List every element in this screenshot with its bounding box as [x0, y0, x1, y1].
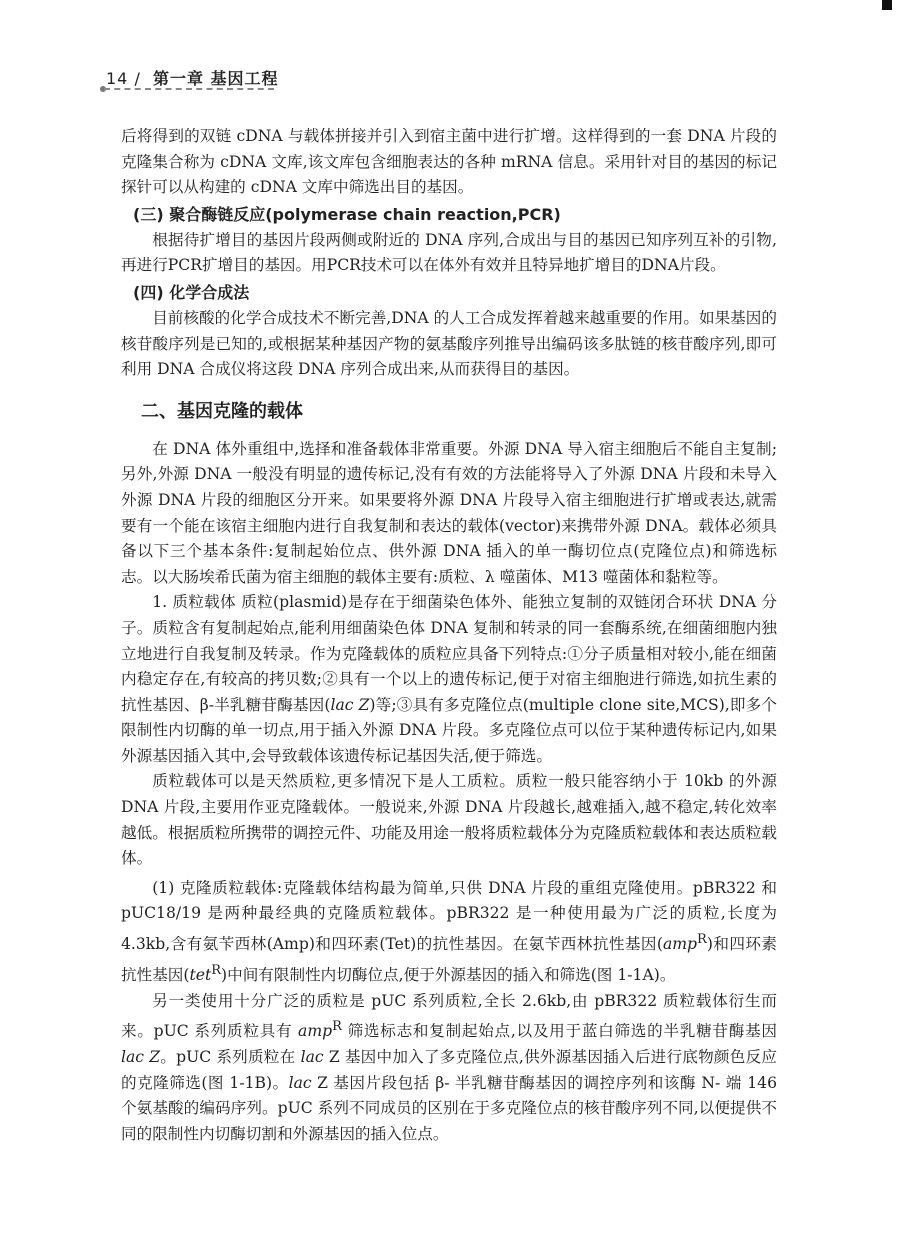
text-segment: 另一类使用十分广泛的质粒是 pUC 系列质粒,全长 2.6kb,由 pBR322 质粒载体衍生而来。pUC 系列质粒具有 [121, 991, 777, 1041]
superscript-r: R [697, 932, 707, 948]
paragraph-cdna-library: 后将得到的双链 cDNA 与载体拼接并引入到宿主菌中进行扩增。这样得到的一套 DNA 片段的克隆集合称为 cDNA 文库,该文库包含细胞表达的各种 mRNA 信息。采用针对目的基因的标记探针可以从构建的 cDNA 文库中筛选出目的基因。 [121, 127, 777, 197]
text-segment: 。pUC 系列质粒在 [160, 1047, 301, 1066]
page-number: 14 [106, 69, 129, 88]
subheading-chemical-synthesis: (四) 化学合成法 [133, 282, 250, 302]
paragraph-pcr: 根据待扩增目的基因片段两侧或附近的 DNA 序列,合成出与目的基因已知序列互补的引物,再进行PCR扩增目的基因。用PCR技术可以在体外有效并且特异地扩增目的DNA片段。 [121, 230, 777, 275]
gene-name-tet: tet [189, 966, 212, 984]
corner-mark [882, 0, 892, 10]
text-segment: Z 基因片段包括 β- 半乳糖苷酶基因的调控序列和该酶 N- 端 146 个氨基酸的编码序列。pUC 系列不同成员的区别在于多克隆位点的核苷酸序列不同,以便提供不同的限制性内切酶切割和外源基因的插入位点。 [121, 1073, 777, 1143]
gene-name-lac: lac [288, 1073, 312, 1092]
text-segment: )等;③具有多克隆位点(multiple clone site,MCS),即多个限制性内切酶的单一切点,用于插入外源 DNA 片段。多克隆位点可以位于某种遗传标记内,如果外源基因插入其中,会导致载体该遗传标记基因失活,便于筛选。 [121, 695, 778, 765]
header-rule [104, 88, 274, 90]
text-segment: Z 基因中加入了多克隆位点,供外源基因插入后进行底物颜色反应的克隆筛选(图 1-1B)。 [121, 1047, 777, 1092]
header-separator: / [134, 69, 141, 88]
paragraph-chemical-synthesis: 目前核酸的化学合成技术不断完善,DNA 的人工合成发挥着越来越重要的作用。如果基因的核苷酸序列是已知的,或根据某种基因产物的氨基酸序列推导出编码该多肽链的核苷酸序列,即可利用 DNA 合成仪将这段 DNA 序列合成出来,从而获得目的基因。 [121, 308, 777, 379]
text-segment: (1) 克隆质粒载体:克隆载体结构最为简单,只供 DNA 片段的重组克隆使用。pBR322 和 pUC18/19 是两种最经典的克隆质粒载体。pBR322 是一种使用最为广泛的质粒,长度为 4.3kb,含有氨苄西林(Amp)和四环素(Tet)的抗性基因。在氨苄西林抗性基因( [121, 878, 777, 954]
text-segment: 筛选标志和复制起始点,以及用于蓝白筛选的半乳糖苷酶基因 [341, 1022, 777, 1041]
text-segment: )中间有限制性内切酶位点,便于外源基因的插入和筛选(图 1-1A)。 [221, 966, 676, 984]
paragraph-cloning-plasmid [121, 876, 777, 989]
gene-name-lac: lac [300, 1047, 324, 1066]
superscript-r: R [332, 1019, 342, 1035]
gene-name-amp: amp [662, 935, 698, 954]
running-header [106, 66, 796, 89]
gene-name-amp: amp [298, 1022, 333, 1041]
text-segment: 1. 质粒载体 质粒(plasmid)是存在于细菌染色体外、能独立复制的双链闭合环状 DNA 分子。质粒含有复制起始点,能利用细菌染色体 DNA 复制和转录的同一套酶系统,在细菌细胞内独立地进行自我复制及转录。作为克隆载体的质粒应具备下列特点:①分子质量相对较小,能在细菌内稳定存在,有较高的拷贝数;②具有一个以上的遗传标记,便于对宿主细胞进行筛选,如抗生素的抗性基因、β-半乳糖苷酶基因( [121, 593, 777, 714]
paragraph-plasmid-vector [121, 590, 777, 769]
section-heading-vectors: 二、基因克隆的载体 [141, 400, 303, 422]
text-segment: )和四环素抗性基因( [121, 935, 777, 984]
gene-name-lacz: lac Z [330, 695, 370, 714]
paragraph-plasmid-types: 质粒载体可以是天然质粒,更多情况下是人工质粒。质粒一般只能容纳小于 10kb 的外源 DNA 片段,主要用作亚克隆载体。一般说来,外源 DNA 片段越长,越难插入,越不稳定,转化效率越低。根据质粒所携带的调控元件、功能及用途一般将质粒载体分为克隆质粒载体和表达质粒载体。 [121, 772, 777, 868]
chapter-title: 第一章 基因工程 [152, 69, 279, 88]
superscript-r: R [211, 962, 222, 978]
subheading-pcr: (三) 聚合酶链反应(polymerase chain reaction,PCR) [133, 204, 561, 224]
gene-name-lacz: lac Z [121, 1047, 161, 1066]
page-body [121, 124, 777, 1147]
paragraph-vector-intro: 在 DNA 体外重组中,选择和准备载体非常重要。外源 DNA 导入宿主细胞后不能自主复制;另外,外源 DNA 一般没有明显的遗传标记,没有有效的方法能将导入了外源 DNA 片段和未导入外源 DNA 片段的细胞区分开来。如果要将外源 DNA 片段导入宿主细胞进行扩增或表达,就需要有一个能在该宿主细胞内进行自我复制和表达的载体(vector)来携带外源 DNA。载体必须具备以下三个基本条件:复制起始位点、供外源 DNA 插入的单一酶切位点(克隆位点)和筛选标志。以大肠埃希氏菌为宿主细胞的载体主要有:质粒、λ 噬菌体、M13 噬菌体和黏粒等。 [121, 439, 777, 586]
paragraph-puc-series [121, 989, 777, 1148]
